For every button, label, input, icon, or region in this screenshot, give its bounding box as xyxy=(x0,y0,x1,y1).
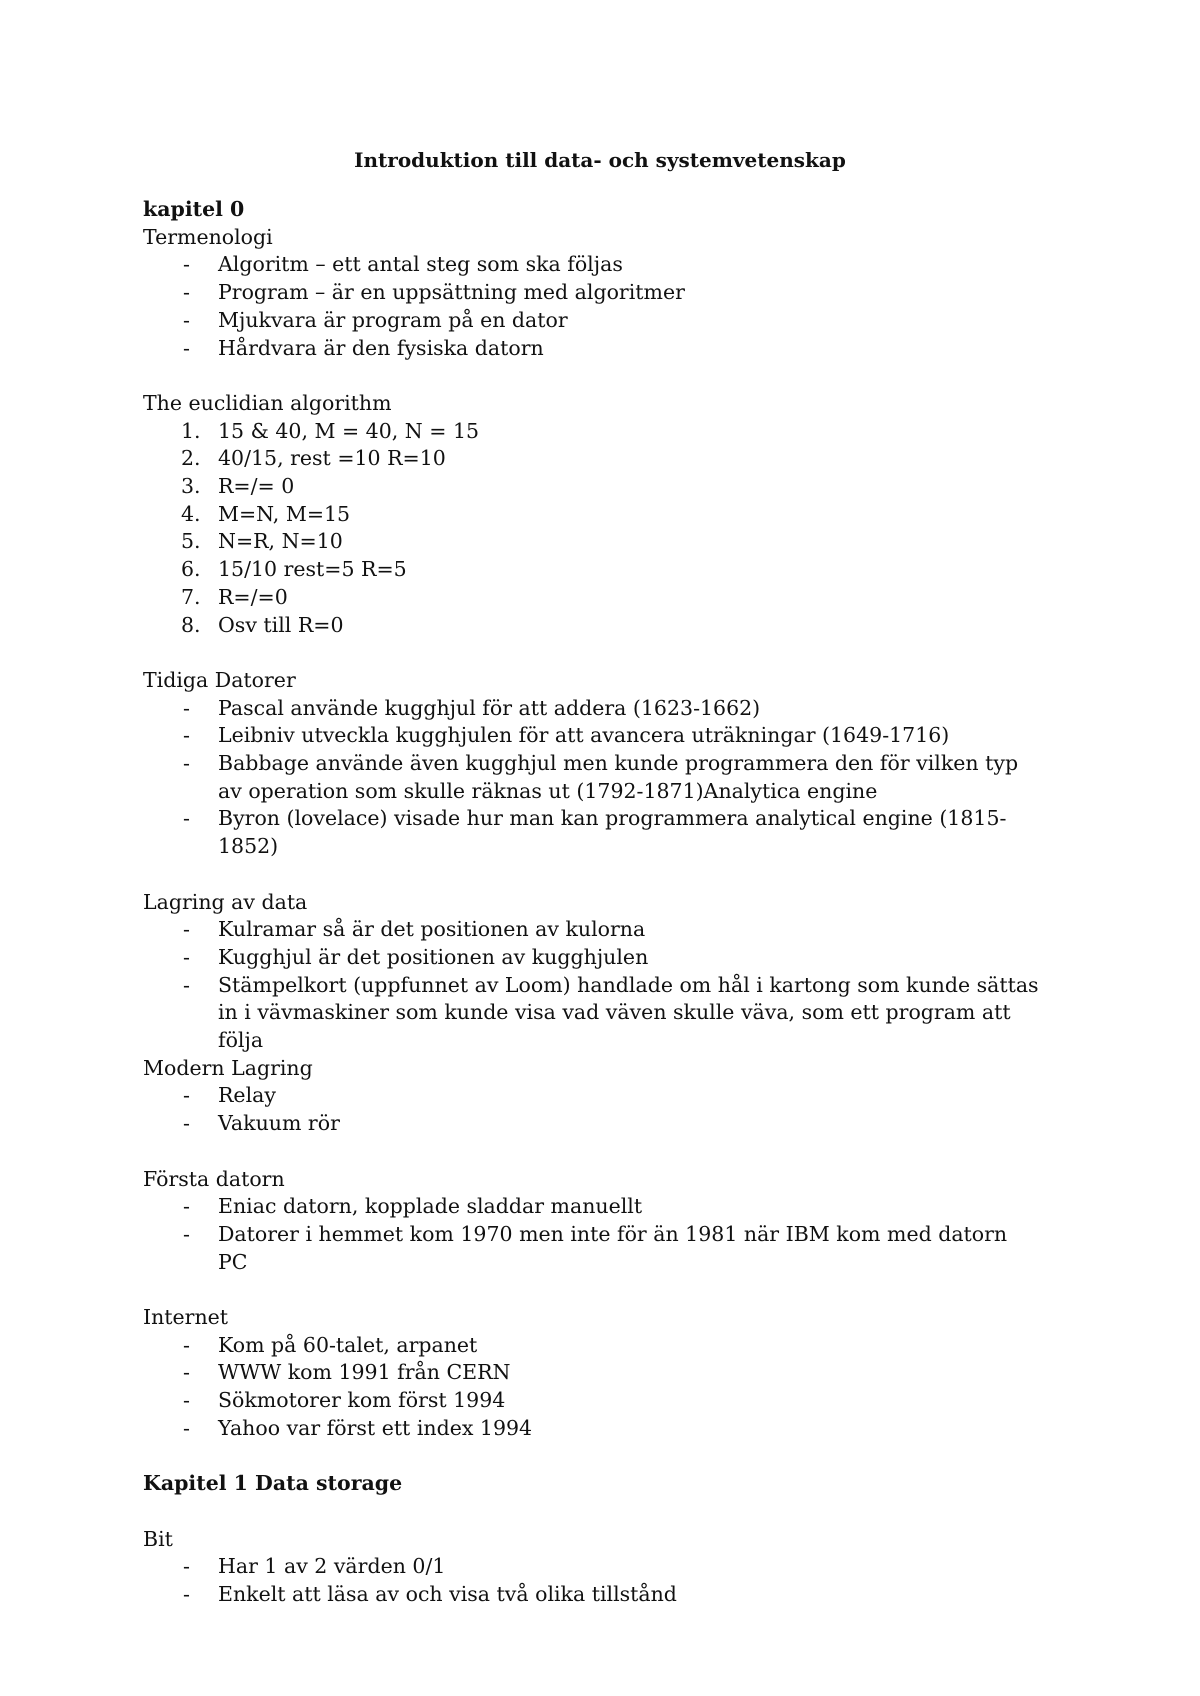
step-number: 4. xyxy=(181,501,201,526)
bullet-dash: - xyxy=(183,1415,190,1440)
step-number: 6. xyxy=(181,557,201,582)
modern-storage-list xyxy=(143,1082,1043,1137)
list-item xyxy=(143,251,1043,279)
data-storage-list xyxy=(143,916,1043,1055)
step-number: 7. xyxy=(181,584,201,609)
list-item xyxy=(143,695,1043,723)
list-item-text: M=N, M=15 xyxy=(218,501,351,526)
list-item xyxy=(143,750,1043,805)
list-item xyxy=(143,1387,1043,1415)
list-item xyxy=(143,972,1043,1055)
list-item xyxy=(143,528,1043,556)
list-item-text: Byron (lovelace) visade hur man kan programmera analytical engine (1815-1852) xyxy=(218,806,1007,859)
bullet-dash: - xyxy=(183,252,190,277)
list-item-text: 15/10 rest=5 R=5 xyxy=(218,557,407,582)
section-heading-bit: Bit xyxy=(143,1526,173,1551)
list-item xyxy=(143,1415,1043,1443)
list-item-text: Enkelt att läsa av och visa två olika tillstånd xyxy=(218,1582,677,1607)
bullet-dash: - xyxy=(183,1360,190,1385)
list-item xyxy=(143,916,1043,944)
step-number: 2. xyxy=(181,446,201,471)
list-item-text: Leibniv utveckla kugghjulen för att avancera uträkningar (1649-1716) xyxy=(218,723,950,748)
list-item xyxy=(143,501,1043,529)
section-heading-euclid: The euclidian algorithm xyxy=(143,390,392,415)
list-item-text: Relay xyxy=(218,1083,276,1108)
list-item xyxy=(143,1553,1043,1581)
bit-list xyxy=(143,1553,1043,1608)
section-heading-terminology: Termenologi xyxy=(143,224,273,249)
internet-list xyxy=(143,1332,1043,1443)
list-item-text: N=R, N=10 xyxy=(218,529,343,554)
bullet-dash: - xyxy=(183,280,190,305)
step-number: 1. xyxy=(181,418,201,443)
section-heading-early-computers: Tidiga Datorer xyxy=(143,667,296,692)
step-number: 3. xyxy=(181,474,201,499)
bullet-dash: - xyxy=(183,1582,190,1607)
list-item xyxy=(143,584,1043,612)
list-item-text: 40/15, rest =10 R=10 xyxy=(218,446,446,471)
list-item-text: Osv till R=0 xyxy=(218,612,344,637)
list-item-text: Program – är en uppsättning med algoritmer xyxy=(218,280,685,305)
list-item xyxy=(143,1193,1043,1221)
list-item xyxy=(143,307,1043,335)
document-title: Introduktion till data- och systemvetenskap xyxy=(354,148,846,172)
list-item xyxy=(143,1359,1043,1387)
bullet-dash: - xyxy=(183,1111,190,1136)
terminology-list xyxy=(143,251,1043,362)
document-body xyxy=(143,196,1043,1609)
bullet-dash: - xyxy=(183,1083,190,1108)
list-item-text: 15 & 40, M = 40, N = 15 xyxy=(218,418,480,443)
bullet-dash: - xyxy=(183,1194,190,1219)
list-item-text: Datorer i hemmet kom 1970 men inte för än 1981 när IBM kom med datorn PC xyxy=(218,1221,1008,1274)
bullet-dash: - xyxy=(183,751,190,776)
bullet-dash: - xyxy=(183,695,190,720)
bullet-dash: - xyxy=(183,1221,190,1246)
list-item xyxy=(143,1581,1043,1609)
chapter-1-heading: Kapitel 1 Data storage xyxy=(143,1471,403,1496)
list-item xyxy=(143,335,1043,363)
bullet-dash: - xyxy=(183,723,190,748)
step-number: 5. xyxy=(181,529,201,554)
bullet-dash: - xyxy=(183,917,190,942)
list-item xyxy=(143,279,1043,307)
list-item-text: Babbage använde även kugghjul men kunde programmera den för vilken typ av operation som skulle räknas ut (1792-1871)Analytica engine xyxy=(218,751,1019,803)
list-item-text: Sökmotorer kom först 1994 xyxy=(218,1388,506,1413)
bullet-dash: - xyxy=(183,806,190,831)
chapter-0-heading: kapitel 0 xyxy=(143,197,245,221)
list-item xyxy=(143,1082,1043,1110)
section-heading-first-computer: Första datorn xyxy=(143,1166,285,1191)
bullet-dash: - xyxy=(183,335,190,360)
list-item-text: Kugghjul är det positionen av kugghjulen xyxy=(218,944,649,969)
list-item xyxy=(143,1110,1043,1138)
list-item-text: Algoritm – ett antal steg som ska följas xyxy=(218,252,623,277)
list-item xyxy=(143,944,1043,972)
list-item-text: Vakuum rör xyxy=(218,1111,340,1136)
list-item-text: Mjukvara är program på en dator xyxy=(218,307,568,332)
bullet-dash: - xyxy=(183,1332,190,1357)
list-item xyxy=(143,1221,1043,1276)
list-item xyxy=(143,556,1043,584)
list-item xyxy=(143,805,1043,860)
list-item xyxy=(143,445,1043,473)
list-item-text: Har 1 av 2 värden 0/1 xyxy=(218,1554,446,1579)
list-item-text: Yahoo var först ett index 1994 xyxy=(218,1415,533,1440)
list-item-text: R=/=0 xyxy=(218,584,288,609)
list-item-text: Stämpelkort (uppfunnet av Loom) handlade om hål i kartong som kunde sättas in i vävmaskiner som kunde visa vad väven skulle väva, som ett program att följa xyxy=(218,972,1039,1053)
list-item xyxy=(143,473,1043,501)
list-item xyxy=(143,722,1043,750)
list-item-text: Eniac datorn, kopplade sladdar manuellt xyxy=(218,1194,643,1219)
bullet-dash: - xyxy=(183,972,190,997)
euclid-steps-list xyxy=(143,418,1043,640)
step-number: 8. xyxy=(181,612,201,637)
list-item-text: Hårdvara är den fysiska datorn xyxy=(218,335,544,360)
bullet-dash: - xyxy=(183,1554,190,1579)
bullet-dash: - xyxy=(183,307,190,332)
section-heading-modern-storage: Modern Lagring xyxy=(143,1055,313,1080)
bullet-dash: - xyxy=(183,1388,190,1413)
list-item-text: Pascal använde kugghjul för att addera (1623-1662) xyxy=(218,695,761,720)
list-item-text: WWW kom 1991 från CERN xyxy=(218,1360,511,1385)
section-heading-data-storage: Lagring av data xyxy=(143,889,308,914)
list-item xyxy=(143,1332,1043,1360)
list-item xyxy=(143,418,1043,446)
section-heading-internet: Internet xyxy=(143,1305,229,1330)
list-item-text: Kom på 60-talet, arpanet xyxy=(218,1332,478,1357)
early-computers-list xyxy=(143,695,1043,861)
bullet-dash: - xyxy=(183,944,190,969)
list-item-text: Kulramar så är det positionen av kulorna xyxy=(218,917,646,942)
first-computer-list xyxy=(143,1193,1043,1276)
list-item xyxy=(143,612,1043,640)
list-item-text: R=/= 0 xyxy=(218,474,295,499)
